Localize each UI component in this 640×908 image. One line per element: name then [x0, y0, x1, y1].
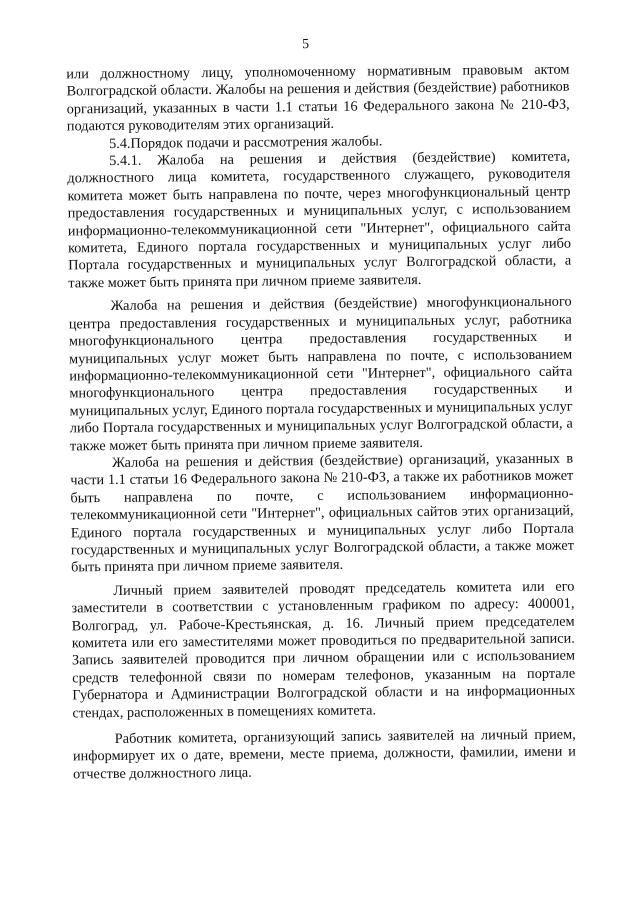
paragraph-appointment-info: Работник комитета, организующий запись заявителей на личный прием, информирует их о дате, времени, месте приема, должности, фамилии, имени и отчестве должностного лица. [72, 726, 576, 783]
paragraph-organizations-complaint: Жалоба на решения и действия (бездействие) организаций, указанных в части 1.1 статьи 16 Федерального закона № 210-ФЗ, а также их работников может быть направлена по почте, с использованием информационно-телекоммуникационной сети "Интернет", официальных сайтов этих организаций, Единого портала государственных и муниципальных услуг либо Портала государственных и муниципальных услуг Волгоградской области, а также может быть принята при личном приеме заявителя. [70, 450, 575, 576]
page-number: 5 [302, 37, 310, 53]
document-body [66, 62, 576, 784]
paragraph-continuation: или должностному лицу, уполномоченному нормативным правовым актом Волгоградской области. Жалобы на решения и действия (бездействие) работников организаций, указанных в части 1.1 статьи 16 Федерального закона № 210-ФЗ, подаются руководителям этих организаций. [66, 61, 570, 135]
section-heading-5-4: 5.4.Порядок подачи и рассмотрения жалобы. [108, 133, 383, 152]
paragraph-5-4-1: 5.4.1. Жалоба на решения и действия (бездействие) комитета, должностного лица комитета, государственного служащего, руководителя комитета может быть направлена по почте, через многофункциональный центр предоставления государственных и муниципальных услуг, с использованием информационно-телекоммуникационной сети "Интернет", официального сайта комитета, Единого портала государственных и муниципальных услуг либо Портала государственных и муниципальных услуг Волгоградской области, а также может быть принята при личном приеме заявителя. [67, 148, 572, 292]
paragraph-personal-reception: Личный прием заявителей проводят председатель комитета или его заместители в соответствии с установленным графиком по адресу: 400001, Волгоград, ул. Рабоче-Крестьянская, д. 16. Личный прием председателем комитета или его заместителями может проводиться по предварительной записи. Запись заявителей проводится при личном обращении или с использованием средств телефонной связи по номерам телефонов, указанным на портале Губернатора и Администрации Волгоградской области и на информационных стендах, расположенных в помещениях комитета. [71, 578, 576, 722]
paragraph-mfc-complaint: Жалоба на решения и действия (бездействие) многофункционального центра предоставления государственных и муниципальных услуг, работника многофункционального центра предоставления государственных и муниципальных услуг может быть направлена по почте, с использованием информационно-телекоммуникационной сети "Интернет", официального сайта многофункционального центра предоставления государственных и муниципальных услуг, Единого портала государственных и муниципальных услуг либо Портала государственных и муниципальных услуг Волгоградской области, а также может быть принята при личном приеме заявителя. [68, 293, 573, 454]
